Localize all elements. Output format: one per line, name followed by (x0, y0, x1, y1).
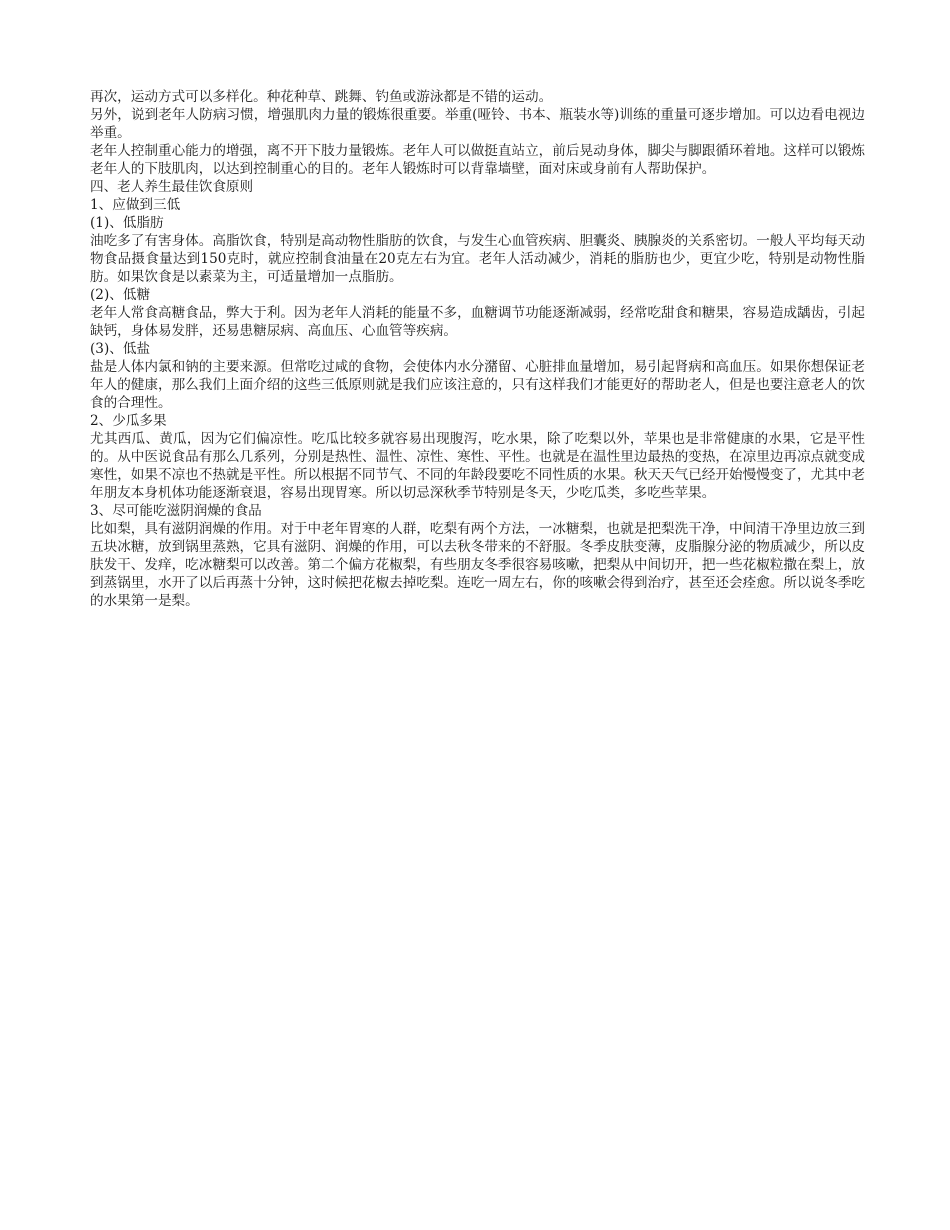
section-heading-diet-principles: 四、老人养生最佳饮食原则 (90, 179, 254, 195)
subheading-low-fat: (1)、低脂肪 (90, 215, 164, 231)
paragraph-balance-training: 老年人控制重心能力的增强，离不开下肢力量锻炼。老年人可以做挺直站立，前后晃动身体，脚尖与脚跟循环着地。这样可以锻炼老年人的下肢肌肉，以达到控制重心的目的。老年人锻炼时可以背靠墙壁，面对床或身前有人帮助保护。 (90, 143, 865, 177)
paragraph-nourishing-foods: 比如梨，具有滋阴润燥的作用。对于中老年胃寒的人群，吃梨有两个方法，一冰糖梨，也就是把梨洗干净，中间清干净里边放三到五块冰糖，放到锅里蒸熟，它具有滋阴、润燥的作用，可以去秋冬带来的不舒服。冬季皮肤变薄，皮脂腺分泌的物质减少，所以皮肤发干、发痒，吃冰糖梨可以改善。第二个偏方花椒梨，有些朋友冬季很容易咳嗽，把梨从中间切开，把一些花椒粒撒在梨上，放到蒸锅里，水开了以后再蒸十分钟，这时候把花椒去掉吃梨。连吃一周左右，你的咳嗽会得到治疗，甚至还会痊愈。所以说冬季吃的水果第一是梨。 (90, 521, 865, 609)
subheading-low-salt: (3)、低盐 (90, 341, 151, 357)
paragraph-less-melon-more-fruit: 尤其西瓜、黄瓜，因为它们偏凉性。吃瓜比较多就容易出现腹泻，吃水果，除了吃梨以外，苹果也是非常健康的水果，它是平性的。从中医说食品有那么几系列，分别是热性、温性、凉性、寒性、平性。也就是在温性里边最热的变热，在凉里边再凉点就变成寒性，如果不凉也不热就是平性。所以根据不同节气、不同的年龄段要吃不同性质的水果。秋天天气已经开始慢慢变了，尤其中老年朋友本身机体功能逐渐衰退，容易出现胃寒。所以切忌深秋季节特别是冬天，少吃瓜类，多吃些苹果。 (90, 431, 865, 501)
paragraph-low-salt: 盐是人体内氯和钠的主要来源。但常吃过咸的食物，会使体内水分潴留、心脏排血量增加，易引起肾病和高血压。如果你想保证老年人的健康，那么我们上面介绍的这些三低原则就是我们应该注意的，只有这样我们才能更好的帮助老人，但是也要注意老人的饮食的合理性。 (90, 359, 865, 411)
paragraph-low-sugar: 老年人常食高糖食品，弊大于利。因为老年人消耗的能量不多，血糖调节功能逐渐减弱，经常吃甜食和糖果，容易造成龋齿，引起缺钙，身体易发胖，还易患糖尿病、高血压、心血管等疾病。 (90, 305, 865, 339)
paragraph-low-fat: 油吃多了有害身体。高脂饮食，特别是高动物性脂肪的饮食，与发生心血管疾病、胆囊炎、胰腺炎的关系密切。一般人平均每天动物食品摄食量达到150克时，就应控制食油量在20克左右为宜。老年人活动减少，消耗的脂肪也少，更宜少吃，特别是动物性脂肪。如果饮食是以素菜为主，可适量增加一点脂肪。 (90, 233, 865, 285)
subheading-less-melon-more-fruit: 2、少瓜多果 (90, 413, 167, 429)
subheading-low-sugar: (2)、低糖 (90, 287, 151, 303)
subheading-nourishing-foods: 3、尽可能吃滋阴润燥的食品 (90, 503, 262, 519)
paragraph-strength-training: 另外，说到老年人防病习惯，增强肌肉力量的锻炼很重要。举重(哑铃、书本、瓶装水等)训练的重量可逐步增加。可以边看电视边举重。 (90, 107, 865, 141)
subheading-three-lows: 1、应做到三低 (90, 197, 181, 213)
document-body (90, 88, 865, 610)
paragraph-exercise-variety: 再次，运动方式可以多样化。种花种草、跳舞、钓鱼或游泳都是不错的运动。 (90, 89, 553, 105)
